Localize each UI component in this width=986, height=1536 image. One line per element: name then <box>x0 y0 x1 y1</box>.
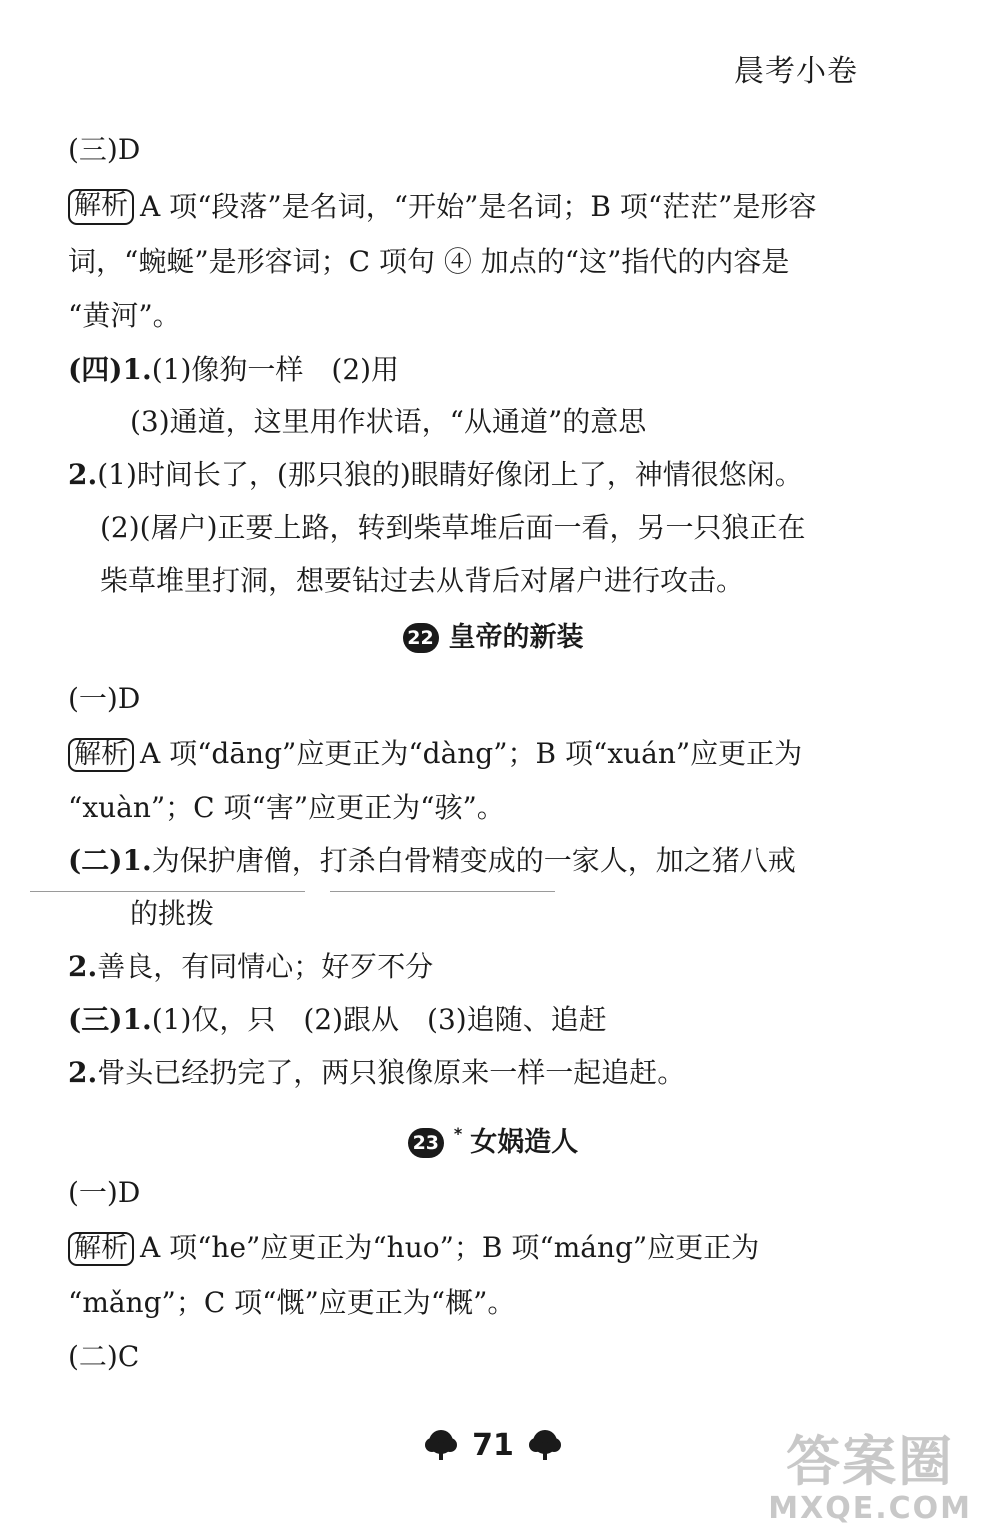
analysis-tag: 解析 <box>68 189 134 225</box>
answer-line: 的挑拨 <box>130 897 215 930</box>
answer-line: (一)D <box>68 682 141 715</box>
star-mark: * <box>453 1124 463 1143</box>
divider <box>330 891 555 892</box>
page-number: 71 <box>472 1428 514 1463</box>
answer-line: 柴草堆里打洞，想要钻过去从背后对屠户进行攻击。 <box>100 564 745 597</box>
answer-line: (二)1.为保护唐僧，打杀白骨精变成的一家人，加之猪八戒 <box>68 844 796 877</box>
divider <box>30 891 305 892</box>
watermark: 答案圈 MXQE.COM <box>768 1430 972 1526</box>
analysis-line: 词，“蜿蜒”是形容词；C 项句 ④ 加点的“这”指代的内容是 <box>68 245 790 278</box>
answer-line: (3)通道，这里用作状语，“从通道”的意思 <box>130 405 647 438</box>
tree-icon <box>424 1429 458 1461</box>
header-title: 晨考小卷 <box>734 54 858 89</box>
answer-line: (一)D <box>68 1176 141 1209</box>
analysis-line: 解析 A 项“dāng”应更正为“dàng”；B 项“xuán”应更正为 <box>68 736 866 772</box>
analysis-tag: 解析 <box>68 738 134 772</box>
answer-line: 2.(1)时间长了，(那只狼的)眼睛好像闭上了，神情很悠闲。 <box>68 458 803 491</box>
tree-icon <box>528 1429 562 1461</box>
answer-line: (三)1.(1)仅，只 (2)跟从 (3)追随、追赶 <box>68 1003 607 1036</box>
analysis-line: “mǎng”；C 项“慨”应更正为“概”。 <box>68 1286 516 1319</box>
answer-line: (四)1.(1)像狗一样 (2)用 <box>68 353 400 386</box>
lesson-number-badge: 22 <box>403 623 439 653</box>
lesson-title: 23 * 女娲造人 <box>0 1116 986 1161</box>
answer-line: 2.善良，有同情心；好歹不分 <box>68 950 434 983</box>
answer-line: (三)D <box>68 133 141 166</box>
answer-line: 2.骨头已经扔完了，两只狼像原来一样一起追赶。 <box>68 1056 686 1089</box>
analysis-line: “黄河”。 <box>68 299 181 332</box>
answer-line: (2)(屠户)正要上路，转到柴草堆后面一看，另一只狼正在 <box>100 511 806 544</box>
lesson-number-badge: 23 <box>408 1128 444 1158</box>
analysis-tag: 解析 <box>68 1232 134 1266</box>
lesson-title: 22 皇帝的新装 <box>0 620 986 656</box>
analysis-line: 解析 A 项“he”应更正为“huo”；B 项“máng”应更正为 <box>68 1230 866 1266</box>
answer-line: (二)C <box>68 1340 140 1373</box>
analysis-line: 解析 A 项“段落”是名词，“开始”是名词；B 项“茫茫”是形容 <box>68 189 866 225</box>
analysis-line: “xuàn”；C 项“害”应更正为“骇”。 <box>68 791 505 824</box>
